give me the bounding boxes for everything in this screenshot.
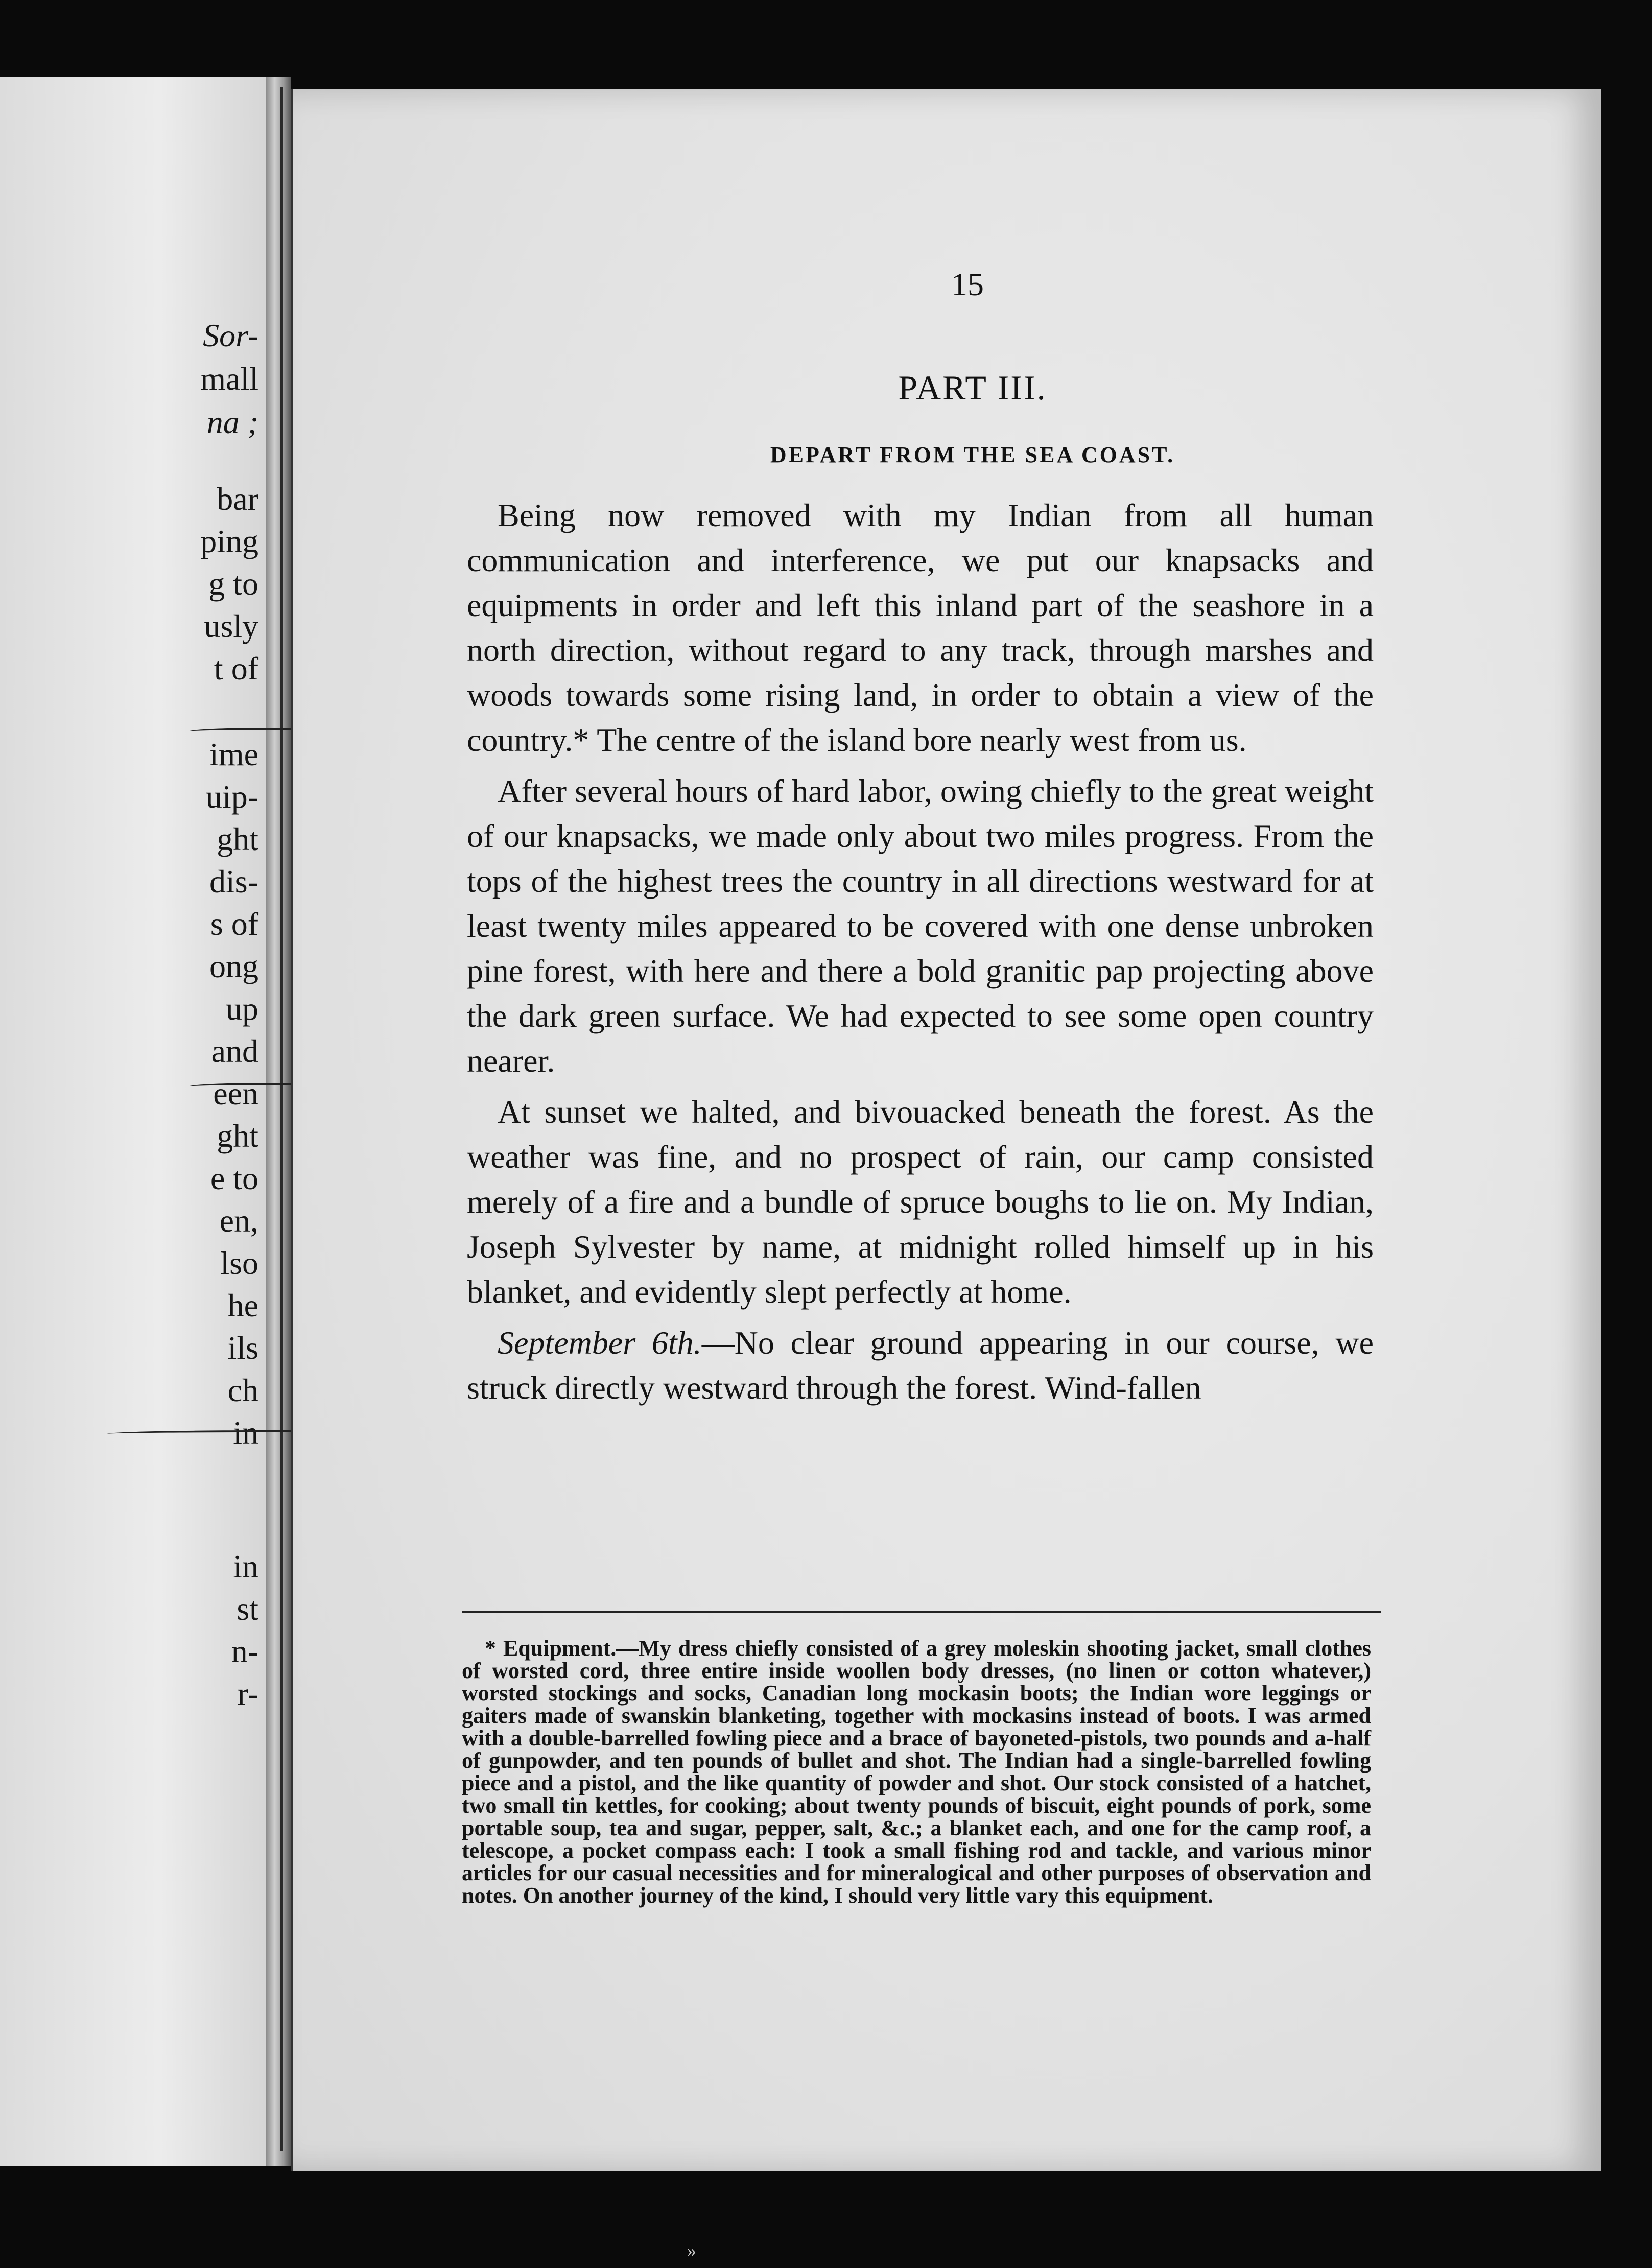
facing-page-left bbox=[0, 77, 269, 2166]
facing-page-fragment: ch bbox=[227, 1372, 258, 1408]
facing-page-fragment: na ; bbox=[206, 404, 258, 440]
facing-page-fragment: st bbox=[237, 1591, 258, 1627]
facing-page-fragment: n- bbox=[231, 1633, 258, 1669]
facing-page-fragment: e to bbox=[210, 1160, 258, 1196]
facing-page-fragment: t of bbox=[214, 650, 258, 687]
paragraph: At sunset we halted, and bivouacked beneath the forest. As the weather was fine, and no prospect of rain, our camp consisted merely of a fire and a bundle of spruce boughs to lie on. My Indian, Joseph Sylvester by name, at midnight rolled himself up in his blanket, and evidently slept perfectly at home. bbox=[467, 1094, 1374, 1310]
facing-page-fragment: ime bbox=[209, 736, 258, 772]
facing-page-fragment: ght bbox=[217, 821, 258, 857]
facing-page-fragment: ght bbox=[217, 1118, 258, 1154]
facing-page-fragment: ping bbox=[200, 523, 258, 559]
page-right bbox=[291, 89, 1601, 2171]
binding-line bbox=[280, 87, 283, 2151]
paragraph: After several hours of hard labor, owing chiefly to the great weight of our knapsacks, we made only about two miles progress. From the tops of the highest trees the country in all directions westward for at least twenty miles appeared to be covered with one dense unbroken pine forest, with here and there a bold granitic pap projecting above the dark green surface. We had expected to see some open country nearer. bbox=[467, 773, 1374, 1079]
body-text bbox=[467, 493, 1374, 1416]
entry-text: —No clear ground appearing in our course, we struck directly westward through the forest. Wind-fallen bbox=[467, 1325, 1374, 1406]
book-gutter bbox=[266, 77, 291, 2166]
facing-page-fragment: g to bbox=[208, 565, 258, 602]
footnote bbox=[462, 1637, 1371, 1907]
facing-page-fragment: r- bbox=[237, 1675, 258, 1712]
section-heading: DEPART FROM THE SEA COAST. bbox=[770, 442, 1175, 467]
facing-page-fragment: ong bbox=[209, 948, 258, 984]
facing-page-fragment: en, bbox=[219, 1202, 258, 1239]
facing-page-fragment: bar bbox=[217, 481, 258, 517]
part-heading: PART III. bbox=[898, 368, 1047, 407]
facing-page-fragment: mall bbox=[200, 361, 258, 397]
facing-page-fragment: lso bbox=[220, 1245, 258, 1281]
facing-page-fragment: een bbox=[213, 1075, 258, 1112]
facing-page-fragment: usly bbox=[204, 608, 258, 644]
facing-page-fragment: he bbox=[227, 1287, 258, 1324]
page-number: 15 bbox=[951, 266, 984, 302]
bottom-mark: » bbox=[687, 2240, 696, 2261]
facing-page-fragment: dis- bbox=[209, 863, 258, 900]
footnote-text: * Equipment.—My dress chiefly consisted of a grey moleskin shooting jacket, small clothes of worsted cord, three entire inside woollen body dresses, (no linen or cotton whatever,) worsted stockings and socks, Canadian long mockasin boots; the Indian wore leggings or gaiters made of swanskin blanketing, together with mockasins instead of boots. I was armed with a double-barrelled fowling piece and a brace of bayoneted-pistols, two pounds and a-half of gunpowder, and ten pounds of bullet and shot. The Indian had a single-barrelled fowling piece and a pistol, and the like quantity of powder and shot. Our stock consisted of a hatchet, two small tin kettles, for cooking; about twenty pounds of biscuit, eight pounds of pork, some portable soup, tea and sugar, pepper, salt, &c.; a blanket each, and one for the camp roof, a telescope, a pocket compass each: I took a small fishing rod and tackle, and various minor articles for our casual necessities and for mineralogical and other purposes of observation and notes. On another journey of the kind, I should very little vary this equipment. bbox=[462, 1636, 1371, 1908]
facing-page-fragment: ils bbox=[227, 1330, 258, 1366]
facing-page-fragment: and bbox=[211, 1033, 258, 1069]
facing-page-fragment: Sor- bbox=[203, 317, 258, 353]
paragraph: Being now removed with my Indian from all human communication and interference, we put our knapsacks and equipments in order and left this inland part of the seashore in a north direction, without regard to any track, through marshes and woods towards some rising land, in order to obtain a view of the country.* The centre of the island bore nearly west from us. bbox=[467, 497, 1374, 758]
facing-page-fragment: in bbox=[233, 1414, 258, 1451]
entry-date: September 6th. bbox=[498, 1325, 702, 1361]
facing-page-fragment: uip- bbox=[205, 778, 258, 815]
facing-page-fragment: up bbox=[226, 990, 258, 1027]
facing-page-fragment: s of bbox=[210, 906, 258, 942]
footnote-rule bbox=[462, 1611, 1381, 1613]
facing-page-fragment: in bbox=[233, 1548, 258, 1585]
paragraph-dated bbox=[467, 1320, 1374, 1410]
